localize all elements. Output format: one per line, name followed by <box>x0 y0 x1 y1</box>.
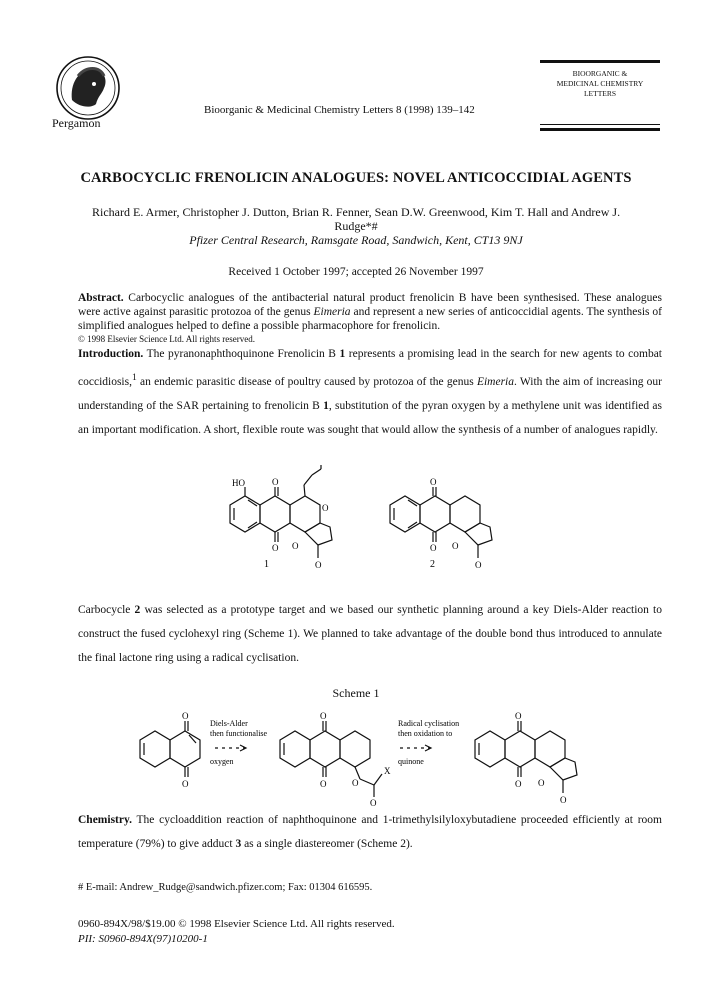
atom-label: O <box>322 503 329 513</box>
introduction-text: an endemic parasitic disease of poultry caused by protozoa of the genus <box>136 375 477 388</box>
atom-label: O <box>352 778 359 788</box>
compound-label-1: 1 <box>264 559 269 570</box>
abstract <box>78 291 662 333</box>
abstract-genus: Eimeria <box>313 306 351 318</box>
received-dates: Received 1 October 1997; accepted 26 November 1997 <box>228 266 484 278</box>
chemistry-text: as a single diastereomer (Scheme 2). <box>241 838 413 850</box>
compound-ref: 1 <box>323 399 329 412</box>
introduction-paragraph <box>78 342 662 442</box>
atom-label: HO <box>232 478 245 488</box>
affiliation: Pfizer Central Research, Ramsgate Road, Sandwich, Kent, CT13 9NJ <box>189 233 523 247</box>
article-title: CARBOCYCLIC FRENOLICIN ANALOGUES: NOVEL ANTICOCCIDIAL AGENTS <box>80 170 632 186</box>
issn-line: 0960-894X/98/$19.00 © 1998 Elsevier Science Ltd. All rights reserved. <box>78 918 395 930</box>
atom-label: O <box>272 543 279 553</box>
header-rule-thin <box>540 124 660 125</box>
introduction-genus: Eimeria <box>476 375 514 388</box>
atom-label: X <box>384 766 391 776</box>
scheme-arrow1-label: oxygen <box>210 757 234 766</box>
introduction-text: , substitution of the pyran oxygen by a methylene unit was identified as an important modification. A short, flexible route was sought that would allow the synthesis of a number of analogues rapidly. <box>78 399 662 436</box>
atom-label: O <box>292 541 299 551</box>
atom-label: O <box>560 795 567 805</box>
author-list-continued: Rudge*# <box>334 219 378 233</box>
atom-label: O <box>515 779 522 789</box>
citation-ref: 1 <box>131 372 137 383</box>
scheme-arrow2-label: then oxidation to <box>398 729 453 738</box>
atom-label: O <box>320 711 327 721</box>
introduction-label: Introduction. <box>78 348 144 360</box>
scheme-1-diagram <box>130 710 600 810</box>
atom-label: O <box>430 543 437 553</box>
compound-ref: 2 <box>134 604 141 616</box>
publisher-name: Pergamon <box>52 116 101 130</box>
atom-label: O <box>515 711 522 721</box>
atom-label: O <box>315 560 322 570</box>
journal-name-line: BIOORGANIC & <box>572 69 628 78</box>
abstract-copyright: © 1998 Elsevier Science Ltd. All rights reserved. <box>78 334 256 344</box>
scheme-arrow2-label: quinone <box>398 757 424 766</box>
atom-label: O <box>475 560 482 570</box>
compound-ref: 3 <box>235 838 242 850</box>
atom-label: O <box>272 477 279 487</box>
atom-label: O <box>182 711 189 721</box>
pii-line: PII: S0960-894X(97)10200-1 <box>78 933 208 945</box>
scheme-arrow1-label: Diels-Alder <box>210 719 248 728</box>
journal-reference: Bioorganic & Medicinal Chemistry Letters 8 (1998) 139–142 <box>204 104 475 116</box>
journal-name-line: LETTERS <box>583 89 617 98</box>
atom-label: O <box>182 779 189 789</box>
paragraph-text: Carbocycle <box>78 604 135 616</box>
author-list: Richard E. Armer, Christopher J. Dutton, Brian R. Fenner, Sean D.W. Greenwood, Kim T. Hall and Andrew J. <box>92 205 621 219</box>
header-rule-top <box>540 60 660 63</box>
scheme-title: Scheme 1 <box>332 686 380 700</box>
journal-name <box>540 69 660 99</box>
chemistry-paragraph <box>78 808 662 856</box>
header-rule-bottom <box>540 128 660 131</box>
structures-1-and-2 <box>200 465 520 580</box>
chemistry-label: Chemistry. <box>78 814 132 826</box>
abstract-text-end: and represent a new series of anticoccidial agents. The synthesis of simplified analogues helped to define a possible pharmacophore for frenolicin. <box>78 306 663 332</box>
atom-label: O <box>538 778 545 788</box>
introduction-text: represents a promising lead in the search for new agents to combat coccidiosis, <box>78 348 662 388</box>
chemistry-text: The cycloaddition reaction of naphthoquinone and 1-trimethylsilyloxybutadiene proceeded efficiently at room temperature (79%) to give adduct <box>78 814 662 850</box>
scheme-arrow1-label: then functionalise <box>210 729 268 738</box>
atom-label: O <box>452 541 459 551</box>
abstract-text: Carbocyclic analogues of the antibacterial natural product frenolicin B have been synthesised. These analogues were active against parasitic protozoa of the genus <box>78 292 662 318</box>
carbocycle-paragraph <box>78 598 662 670</box>
compound-label-2: 2 <box>430 559 435 570</box>
abstract-label: Abstract. <box>78 292 124 304</box>
atom-label: O <box>320 779 327 789</box>
scheme-arrow2-label: Radical cyclisation <box>398 719 460 728</box>
atom-label: O <box>370 798 377 808</box>
compound-ref: 1 <box>339 348 346 360</box>
introduction-text: The pyranonaphthoquinone Frenolicin B <box>143 348 340 360</box>
footnote-email: # E-mail: Andrew_Rudge@sandwich.pfizer.com; Fax: 01304 616595. <box>78 882 373 893</box>
paragraph-text: was selected as a prototype target and we based our synthetic planning around a key Diels-Alder reaction to construct the fused cyclohexyl ring (Scheme 1). We planned to take advantage of the double bond thus introduced to annulate the final lactone ring using a radical cyclisation. <box>78 604 662 664</box>
atom-label: O <box>430 477 437 487</box>
journal-name-line: MEDICINAL CHEMISTRY <box>556 79 644 88</box>
introduction-text: . With the aim of increasing our understanding of the SAR pertaining to frenolicin B <box>78 375 662 412</box>
